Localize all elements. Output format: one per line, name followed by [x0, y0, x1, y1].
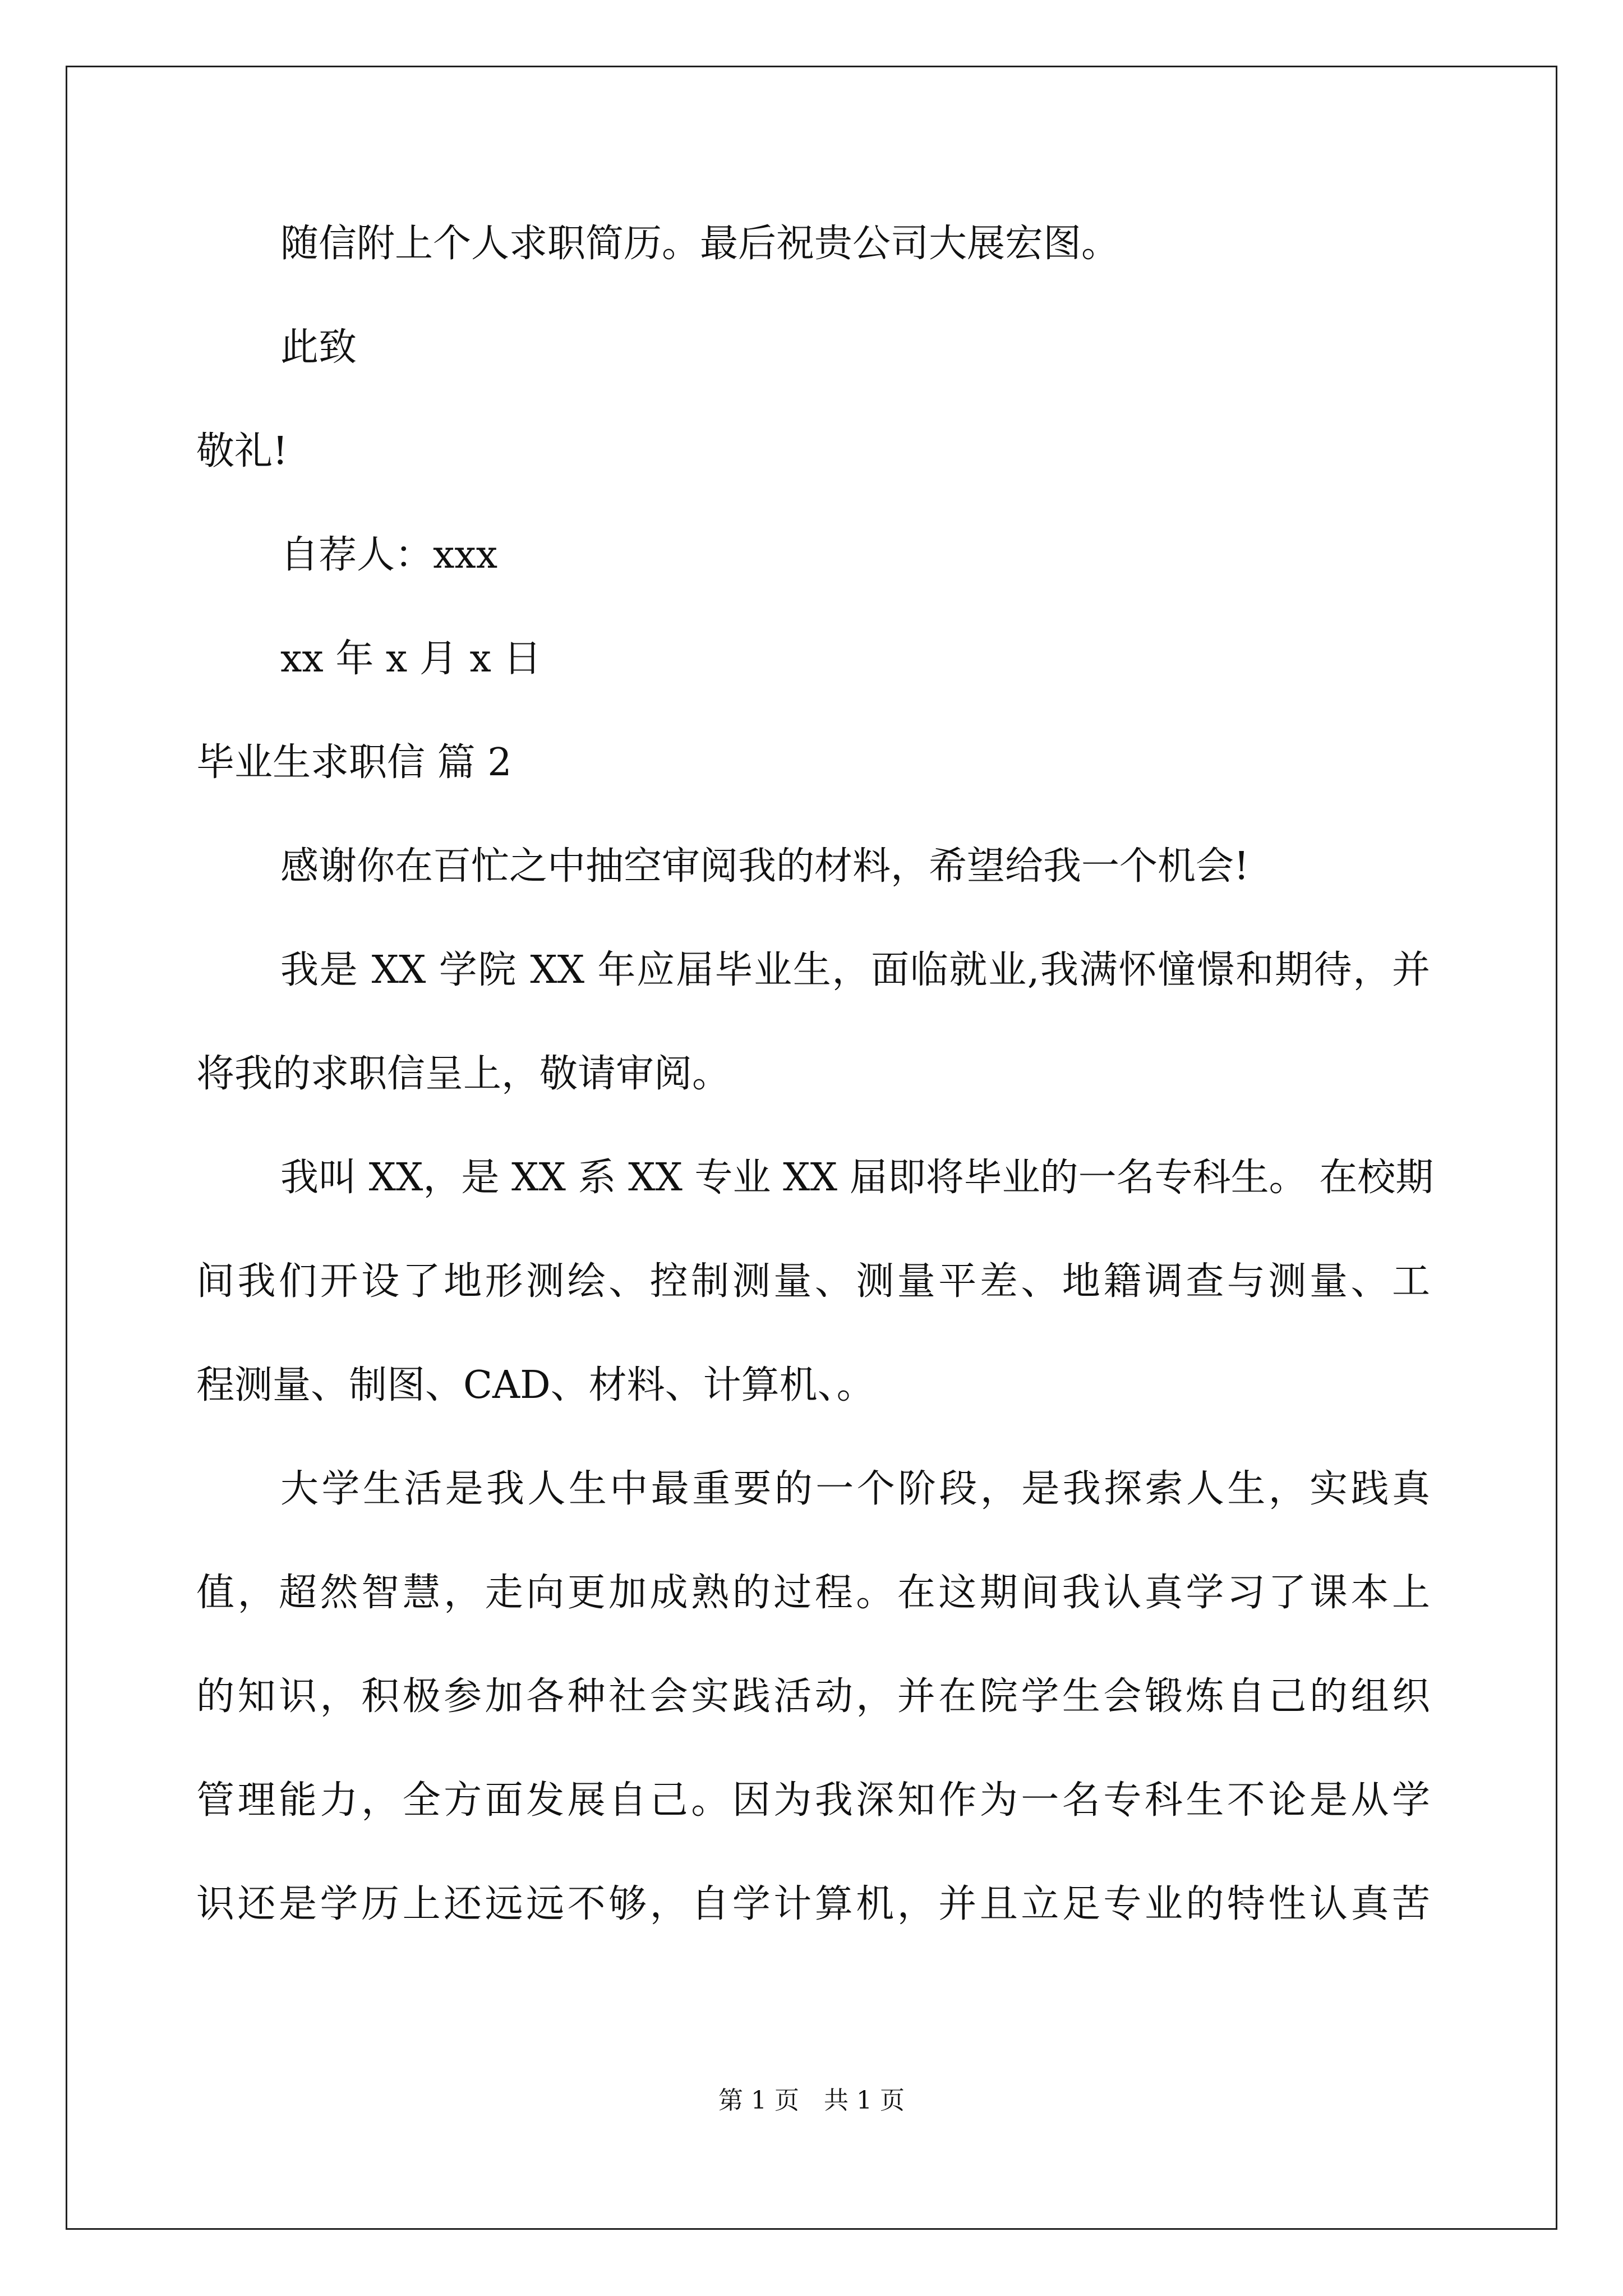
- paragraph-line: 值，超然智慧，走向更加成熟的过程。在这期间我认真学习了课本上: [196, 1571, 1430, 1615]
- page-footer: 第 1 页 共 1 页: [718, 2086, 905, 2115]
- paragraph-line: 我叫 XX，是 XX 系 XX 专业 XX 届即将毕业的一名专科生。 在校期: [280, 1156, 1434, 1200]
- section-heading: 毕业生求职信 篇 2: [196, 740, 512, 785]
- paragraph-line: 管理能力，全方面发展自己。因为我深知作为一名专科生不论是从学: [196, 1778, 1430, 1823]
- paragraph-line: 程测量、制图、CAD、材料、计算机、。: [196, 1363, 875, 1407]
- paragraph-line: 识还是学历上还远远不够，自学计算机，并且立足专业的特性认真苦: [196, 1882, 1430, 1926]
- paragraph-line: 将我的求职信呈上，敬请审阅。: [196, 1052, 731, 1096]
- signature-line: 自荐人：xxx: [280, 533, 498, 577]
- paragraph-line: 大学生活是我人生中最重要的一个阶段，是我探索人生，实践真: [280, 1467, 1430, 1511]
- paragraph-line: 间我们开设了地形测绘、控制测量、测量平差、地籍调查与测量、工: [196, 1259, 1430, 1304]
- paragraph-closing-line: 随信附上个人求职简历。最后祝贵公司大展宏图。: [280, 222, 1120, 266]
- salutation-line: 此致: [280, 325, 357, 370]
- paragraph-line: 的知识，积极参加各种社会实践活动，并在院学生会锻炼自己的组织: [196, 1674, 1430, 1719]
- salutation-respect-line: 敬礼!: [196, 429, 288, 473]
- paragraph-line: 感谢你在百忙之中抽空审阅我的材料，希望给我一个机会!: [280, 844, 1249, 889]
- date-line: xx 年 x 月 x 日: [280, 637, 542, 681]
- paragraph-line: 我是 XX 学院 XX 年应届毕业生，面临就业,我满怀憧憬和期待，并: [280, 948, 1430, 992]
